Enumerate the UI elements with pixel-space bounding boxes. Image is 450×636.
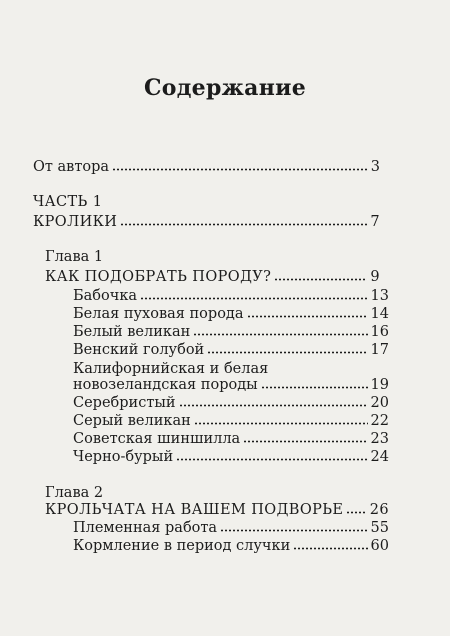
- toc-entry-label: КРОЛИКИ: [33, 214, 118, 230]
- part-label: ЧАСТЬ 1: [33, 194, 103, 210]
- toc-entry-from-author[interactable]: [33, 158, 380, 176]
- toc-entry[interactable]: [73, 323, 389, 341]
- toc-entry-page: 7: [370, 214, 380, 230]
- toc-leader-dots: [274, 269, 367, 281]
- toc-entry-page: 14: [370, 306, 389, 322]
- toc-leader-dots: [176, 449, 367, 461]
- toc-entry[interactable]: [73, 412, 389, 430]
- toc-entry[interactable]: [73, 448, 389, 466]
- toc-entry-page: 9: [370, 269, 380, 285]
- toc-entry[interactable]: [73, 537, 389, 555]
- toc-leader-dots: [140, 288, 367, 300]
- toc-entry-page: 23: [370, 431, 389, 447]
- toc-leader-dots: [243, 431, 367, 443]
- toc-entry-label: Венский голубой: [73, 342, 205, 358]
- toc-entry-page: 60: [370, 538, 389, 554]
- toc-entry-page: 13: [370, 288, 389, 304]
- toc-entry-page: 17: [370, 342, 389, 358]
- toc-leader-dots: [261, 377, 368, 389]
- toc-leader-dots: [346, 502, 366, 514]
- toc-entry[interactable]: [73, 394, 389, 412]
- toc-title: Содержание: [143, 75, 307, 101]
- toc-entry-page: 24: [370, 449, 389, 465]
- toc-entry-label: Серебристый: [73, 395, 176, 411]
- toc-leader-dots: [207, 342, 367, 354]
- toc-entry-label: Белая пуховая порода: [73, 306, 244, 322]
- toc-entry[interactable]: [73, 519, 389, 537]
- chapter-label: Глава 1: [45, 249, 104, 265]
- toc-entry-label: Племенная работа: [73, 520, 218, 536]
- toc-leader-dots: [247, 306, 368, 318]
- toc-entry-label: От автора: [33, 159, 110, 175]
- toc-entry[interactable]: [73, 287, 389, 305]
- toc-leader-dots: [293, 538, 367, 550]
- toc-entry[interactable]: [73, 376, 389, 394]
- toc-entry-label: Серый великан: [73, 413, 191, 429]
- toc-leader-dots: [120, 214, 367, 226]
- toc-entry-page: 19: [370, 377, 389, 393]
- toc-entry-part1[interactable]: [33, 213, 380, 231]
- toc-entry-label: КРОЛЬЧАТА НА ВАШЕМ ПОДВОРЬЕ: [45, 502, 344, 518]
- toc-entry-page: 55: [370, 520, 389, 536]
- toc-leader-dots: [194, 413, 368, 425]
- toc-entry-page: 3: [370, 159, 380, 175]
- toc-entry-label-line1: Калифорнийская и белая: [73, 361, 269, 377]
- toc-entry-page: 22: [370, 413, 389, 429]
- toc-entry-label: Черно-бурый: [73, 449, 174, 465]
- toc-entry[interactable]: [73, 305, 389, 323]
- toc-leader-dots: [193, 324, 367, 336]
- toc-entry-label: КАК ПОДОБРАТЬ ПОРОДУ?: [45, 269, 272, 285]
- toc-entry-label: Кормление в период случки: [73, 538, 291, 554]
- toc-entry-page: 26: [369, 502, 389, 518]
- toc-leader-dots: [220, 520, 367, 532]
- toc-entry-label: Советская шиншилла: [73, 431, 241, 447]
- toc-entry-label: новозеландская породы: [73, 377, 258, 393]
- toc-entry-chapter2[interactable]: [45, 501, 389, 519]
- toc-entry-label: Белый великан: [73, 324, 191, 340]
- toc-leader-dots: [112, 159, 368, 171]
- toc-entry-label: Бабочка: [73, 288, 138, 304]
- toc-entry-chapter1[interactable]: [45, 268, 380, 286]
- toc-leader-dots: [179, 395, 368, 407]
- toc-entry-page: 20: [370, 395, 389, 411]
- toc-entry-page: 16: [370, 324, 389, 340]
- toc-entry[interactable]: [73, 341, 389, 359]
- chapter-label: Глава 2: [45, 485, 104, 501]
- toc-entry[interactable]: [73, 430, 389, 448]
